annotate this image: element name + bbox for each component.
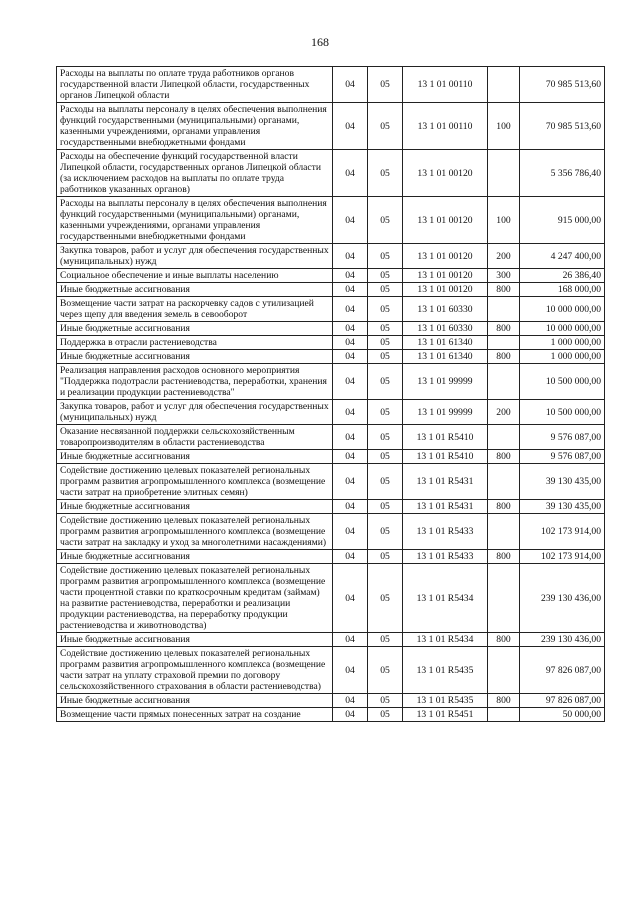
row-amount: 70 985 513,60 <box>520 103 605 150</box>
row-expense-type: 800 <box>488 350 520 364</box>
row-description: Закупка товаров, работ и услуг для обеспечения государственных (муниципальных) нужд <box>57 400 333 425</box>
row-subsection: 05 <box>368 364 403 400</box>
row-subsection: 05 <box>368 564 403 633</box>
row-amount: 102 173 914,00 <box>520 550 605 564</box>
row-section: 04 <box>333 150 368 197</box>
row-target-code: 13 1 01 R5410 <box>403 425 488 450</box>
table-row <box>57 150 605 197</box>
table-row <box>57 564 605 633</box>
row-section: 04 <box>333 336 368 350</box>
table-row <box>57 297 605 322</box>
row-description: Содействие достижению целевых показателей региональных программ развития агропромышленного комплекса (возмещение части процентной ставки по краткосрочным кредитам (займам) на развитие растениеводства, переработки и реализации продукции растениеводства, на переработку продукции растениеводства и животноводства) <box>57 564 333 633</box>
row-expense-type: 800 <box>488 550 520 564</box>
row-amount: 10 500 000,00 <box>520 400 605 425</box>
row-description: Возмещение части затрат на раскорчевку садов с утилизацией через щепу для введения земель в севооборот <box>57 297 333 322</box>
row-target-code: 13 1 01 R5433 <box>403 514 488 550</box>
row-section: 04 <box>333 67 368 103</box>
row-section: 04 <box>333 633 368 647</box>
row-amount: 5 356 786,40 <box>520 150 605 197</box>
row-description: Иные бюджетные ассигнования <box>57 322 333 336</box>
row-subsection: 05 <box>368 425 403 450</box>
row-description: Содействие достижению целевых показателей региональных программ развития агропромышленного комплекса (возмещение части затрат на приобретение элитных семян) <box>57 464 333 500</box>
row-target-code: 13 1 01 60330 <box>403 322 488 336</box>
row-section: 04 <box>333 400 368 425</box>
row-expense-type: 800 <box>488 450 520 464</box>
row-subsection: 05 <box>368 550 403 564</box>
table-row <box>57 322 605 336</box>
table-row <box>57 500 605 514</box>
row-expense-type: 100 <box>488 197 520 244</box>
table-row <box>57 103 605 150</box>
row-expense-type: 800 <box>488 322 520 336</box>
row-subsection: 05 <box>368 197 403 244</box>
row-section: 04 <box>333 244 368 269</box>
row-target-code: 13 1 01 R5434 <box>403 564 488 633</box>
row-expense-type <box>488 67 520 103</box>
table-row <box>57 647 605 694</box>
row-expense-type <box>488 647 520 694</box>
row-subsection: 05 <box>368 514 403 550</box>
row-expense-type <box>488 297 520 322</box>
row-section: 04 <box>333 297 368 322</box>
row-amount: 9 576 087,00 <box>520 425 605 450</box>
row-description: Социальное обеспечение и иные выплаты населению <box>57 269 333 283</box>
row-target-code: 13 1 01 99999 <box>403 400 488 425</box>
row-subsection: 05 <box>368 694 403 708</box>
row-target-code: 13 1 01 R5431 <box>403 500 488 514</box>
row-expense-type: 800 <box>488 283 520 297</box>
table-row <box>57 550 605 564</box>
table-row <box>57 514 605 550</box>
row-target-code: 13 1 01 00120 <box>403 283 488 297</box>
budget-table-body <box>57 67 605 722</box>
row-description: Оказание несвязанной поддержки сельскохозяйственным товаропроизводителям в области растениеводства <box>57 425 333 450</box>
row-subsection: 05 <box>368 269 403 283</box>
row-description: Поддержка в отрасли растениеводства <box>57 336 333 350</box>
row-expense-type <box>488 708 520 722</box>
row-section: 04 <box>333 425 368 450</box>
row-expense-type: 100 <box>488 103 520 150</box>
row-amount: 97 826 087,00 <box>520 694 605 708</box>
row-amount: 10 000 000,00 <box>520 297 605 322</box>
row-target-code: 13 1 01 60330 <box>403 297 488 322</box>
table-row <box>57 269 605 283</box>
row-section: 04 <box>333 269 368 283</box>
row-target-code: 13 1 01 61340 <box>403 350 488 364</box>
row-expense-type: 800 <box>488 694 520 708</box>
row-section: 04 <box>333 500 368 514</box>
row-amount: 39 130 435,00 <box>520 500 605 514</box>
row-description: Реализация направления расходов основного мероприятия "Поддержка подотрасли растениеводства, переработки, хранения и реализации продукции растениеводства" <box>57 364 333 400</box>
row-subsection: 05 <box>368 103 403 150</box>
row-description: Расходы на выплаты персоналу в целях обеспечения выполнения функций государственными (муниципальными) органами, казенными учреждениями, органами управления государственными внебюджетными фондами <box>57 197 333 244</box>
row-expense-type <box>488 464 520 500</box>
row-target-code: 13 1 01 R5435 <box>403 694 488 708</box>
row-subsection: 05 <box>368 150 403 197</box>
table-row <box>57 336 605 350</box>
table-row <box>57 694 605 708</box>
row-target-code: 13 1 01 R5435 <box>403 647 488 694</box>
row-description: Иные бюджетные ассигнования <box>57 350 333 364</box>
row-target-code: 13 1 01 R5451 <box>403 708 488 722</box>
table-row <box>57 283 605 297</box>
row-section: 04 <box>333 708 368 722</box>
table-row <box>57 464 605 500</box>
row-description: Иные бюджетные ассигнования <box>57 694 333 708</box>
row-section: 04 <box>333 564 368 633</box>
row-section: 04 <box>333 550 368 564</box>
row-amount: 239 130 436,00 <box>520 564 605 633</box>
row-target-code: 13 1 01 R5431 <box>403 464 488 500</box>
table-row <box>57 197 605 244</box>
row-subsection: 05 <box>368 647 403 694</box>
row-description: Содействие достижению целевых показателей региональных программ развития агропромышленного комплекса (возмещение части затрат на закладку и уход за многолетними насаждениями) <box>57 514 333 550</box>
row-description: Расходы на обеспечение функций государственной власти Липецкой области, государственных органов Липецкой области (за исключением расходов на выплаты по оплате труда работников указанных органов) <box>57 150 333 197</box>
row-description: Возмещение части прямых понесенных затрат на создание <box>57 708 333 722</box>
row-subsection: 05 <box>368 400 403 425</box>
row-subsection: 05 <box>368 336 403 350</box>
row-subsection: 05 <box>368 350 403 364</box>
row-target-code: 13 1 01 00120 <box>403 197 488 244</box>
row-subsection: 05 <box>368 244 403 269</box>
table-row <box>57 450 605 464</box>
row-section: 04 <box>333 103 368 150</box>
page-number: 168 <box>311 35 329 49</box>
row-target-code: 13 1 01 00120 <box>403 244 488 269</box>
table-row <box>57 364 605 400</box>
row-section: 04 <box>333 364 368 400</box>
row-section: 04 <box>333 450 368 464</box>
row-amount: 1 000 000,00 <box>520 336 605 350</box>
row-subsection: 05 <box>368 297 403 322</box>
row-subsection: 05 <box>368 500 403 514</box>
row-section: 04 <box>333 350 368 364</box>
row-expense-type: 200 <box>488 244 520 269</box>
row-target-code: 13 1 01 R5434 <box>403 633 488 647</box>
row-target-code: 13 1 01 R5433 <box>403 550 488 564</box>
row-target-code: 13 1 01 00110 <box>403 67 488 103</box>
table-row <box>57 425 605 450</box>
row-section: 04 <box>333 283 368 297</box>
row-expense-type <box>488 425 520 450</box>
row-expense-type: 200 <box>488 400 520 425</box>
row-expense-type: 300 <box>488 269 520 283</box>
row-section: 04 <box>333 464 368 500</box>
row-subsection: 05 <box>368 464 403 500</box>
row-target-code: 13 1 01 00110 <box>403 103 488 150</box>
row-expense-type: 800 <box>488 633 520 647</box>
row-amount: 239 130 436,00 <box>520 633 605 647</box>
budget-table <box>56 66 605 722</box>
row-subsection: 05 <box>368 67 403 103</box>
table-row <box>57 708 605 722</box>
row-expense-type <box>488 364 520 400</box>
table-row <box>57 244 605 269</box>
row-expense-type <box>488 150 520 197</box>
row-section: 04 <box>333 514 368 550</box>
row-expense-type <box>488 514 520 550</box>
row-target-code: 13 1 01 00120 <box>403 269 488 283</box>
row-amount: 50 000,00 <box>520 708 605 722</box>
row-description: Расходы на выплаты по оплате труда работников органов государственной власти Липецкой области, государственных органов Липецкой области <box>57 67 333 103</box>
row-amount: 4 247 400,00 <box>520 244 605 269</box>
row-amount: 10 000 000,00 <box>520 322 605 336</box>
row-amount: 1 000 000,00 <box>520 350 605 364</box>
row-description: Закупка товаров, работ и услуг для обеспечения государственных (муниципальных) нужд <box>57 244 333 269</box>
row-section: 04 <box>333 694 368 708</box>
row-section: 04 <box>333 647 368 694</box>
row-target-code: 13 1 01 00120 <box>403 150 488 197</box>
row-amount: 10 500 000,00 <box>520 364 605 400</box>
row-expense-type <box>488 564 520 633</box>
row-subsection: 05 <box>368 283 403 297</box>
table-row <box>57 633 605 647</box>
row-description: Иные бюджетные ассигнования <box>57 450 333 464</box>
row-section: 04 <box>333 322 368 336</box>
row-description: Иные бюджетные ассигнования <box>57 550 333 564</box>
row-description: Иные бюджетные ассигнования <box>57 500 333 514</box>
row-amount: 9 576 087,00 <box>520 450 605 464</box>
row-amount: 168 000,00 <box>520 283 605 297</box>
row-description: Иные бюджетные ассигнования <box>57 283 333 297</box>
table-row <box>57 67 605 103</box>
table-row <box>57 400 605 425</box>
row-target-code: 13 1 01 99999 <box>403 364 488 400</box>
row-expense-type: 800 <box>488 500 520 514</box>
row-target-code: 13 1 01 R5410 <box>403 450 488 464</box>
row-description: Иные бюджетные ассигнования <box>57 633 333 647</box>
row-amount: 915 000,00 <box>520 197 605 244</box>
row-amount: 39 130 435,00 <box>520 464 605 500</box>
row-amount: 70 985 513,60 <box>520 67 605 103</box>
row-amount: 102 173 914,00 <box>520 514 605 550</box>
row-amount: 97 826 087,00 <box>520 647 605 694</box>
row-target-code: 13 1 01 61340 <box>403 336 488 350</box>
table-row <box>57 350 605 364</box>
row-subsection: 05 <box>368 322 403 336</box>
row-description: Содействие достижению целевых показателей региональных программ развития агропромышленного комплекса (возмещение части затрат на уплату страховой премии по договору сельскохозяйственного страхования в области растениеводства) <box>57 647 333 694</box>
row-subsection: 05 <box>368 633 403 647</box>
row-section: 04 <box>333 197 368 244</box>
row-description: Расходы на выплаты персоналу в целях обеспечения выполнения функций государственными (муниципальными) органами, казенными учреждениями, органами управления государственными внебюджетными фондами <box>57 103 333 150</box>
row-expense-type <box>488 336 520 350</box>
row-subsection: 05 <box>368 708 403 722</box>
row-subsection: 05 <box>368 450 403 464</box>
row-amount: 26 386,40 <box>520 269 605 283</box>
